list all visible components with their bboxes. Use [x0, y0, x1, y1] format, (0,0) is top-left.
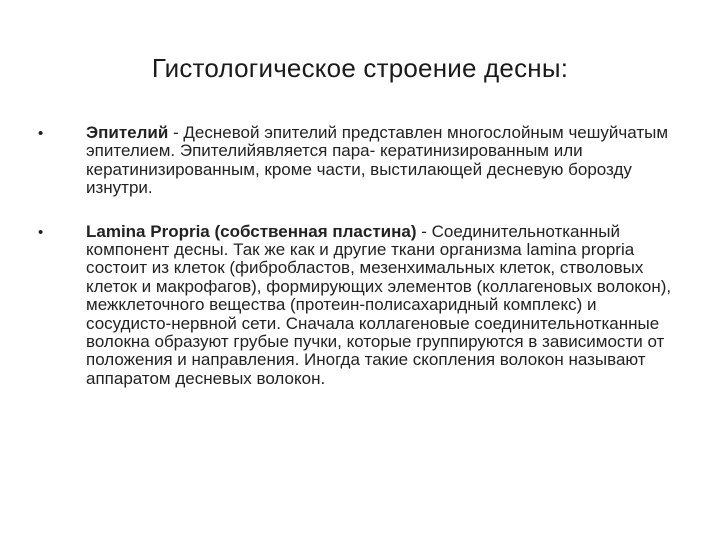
- slide-title: Гистологическое строение десны:: [151, 53, 569, 83]
- bullet-text: - Десневой эпителий представлен многослойным чешуйчатым эпителием. Эпителийявляется пара- кератинизированным или кератинизированным, кроме части, выстилающей десневую борозду изнутри.: [86, 123, 669, 198]
- bullet-marker-icon: •: [38, 223, 44, 241]
- bullet-term: Эпителий: [86, 123, 169, 142]
- bullet-item-epithelium: [0, 124, 720, 198]
- bullet-text: - Соединительнотканный компонент десны. Так же как и другие ткани организма lamina propria состоит из клеток (фибробластов, мезенхимальных клеток, стволовых клеток и макрофагов), формирующих элементов (коллагеновых волокон), межклеточного вещества (протеин-полисахаридный комплекс) и сосудисто-нервной сети. Сначала коллагеновые соединительнотканные волокна образуют грубые пучки, которые группируются в зависимости от положения и направления. Иногда такие скопления волокон называют аппаратом десневых волокон.: [86, 221, 672, 388]
- bullet-item-lamina-propria: [0, 223, 720, 389]
- bullet-term: Lamina Propria (собственная пластина): [86, 221, 417, 241]
- bullet-marker-icon: •: [38, 125, 44, 142]
- bullet-list: [0, 124, 720, 388]
